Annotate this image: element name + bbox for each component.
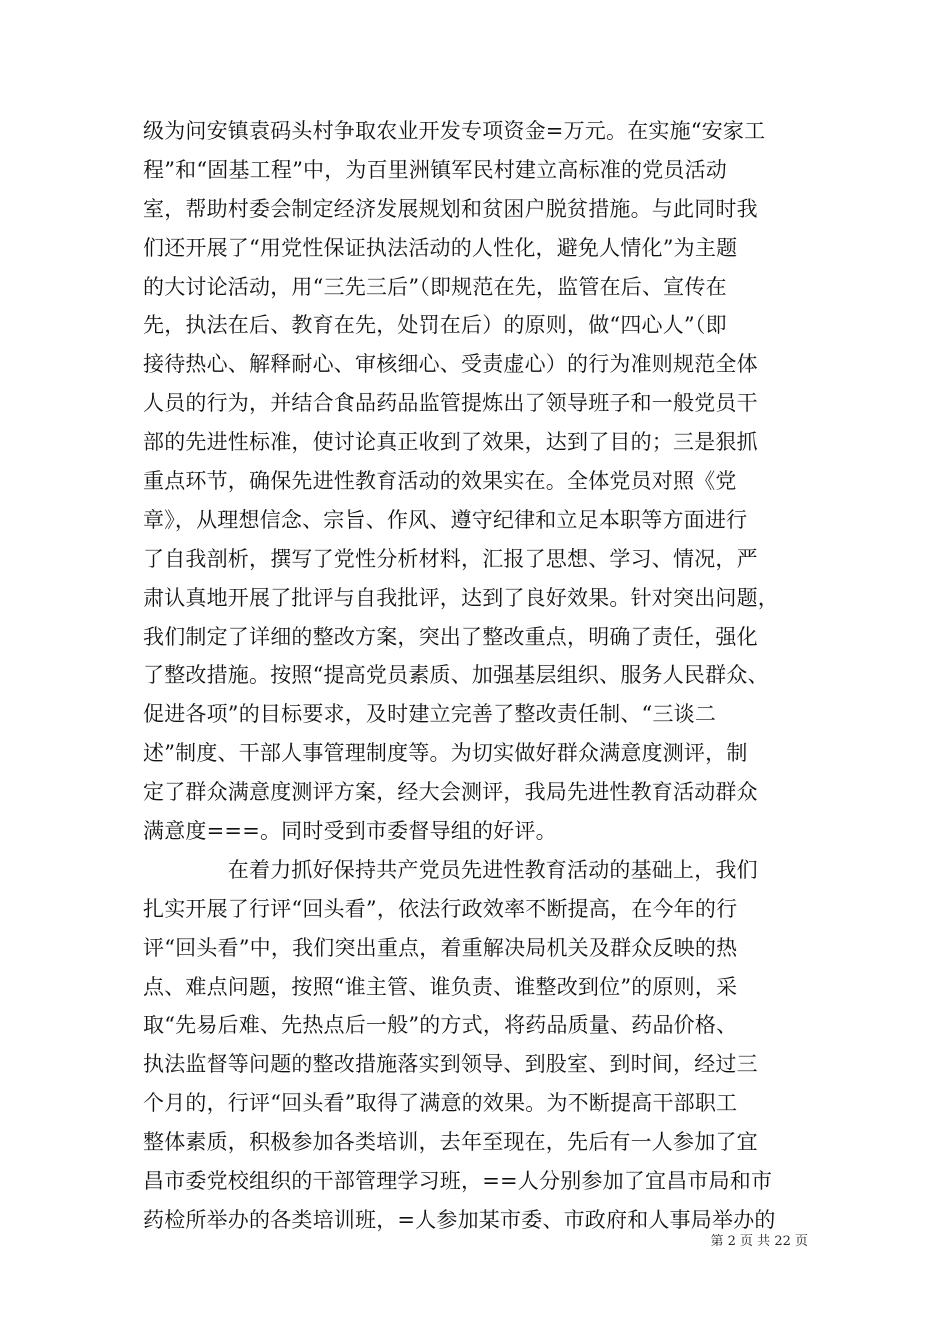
- text-line: 昌市委党校组织的干部管理学习班，==人分别参加了宜昌市局和市: [143, 1169, 773, 1194]
- text-line: 重点环节，确保先进性教育活动的效果实在。全体党员对照《党: [143, 469, 737, 494]
- text-line: 促进各项”的目标要求，及时建立完善了整改责任制、“三谈二: [143, 702, 717, 727]
- text-line: 整体素质，积极参加各类培训，去年至现在，先后有一人参加了宜: [143, 1130, 758, 1155]
- body-text: [143, 112, 808, 1240]
- text-line: 评“回头看”中，我们突出重点，着重解决局机关及群众反映的热: [143, 935, 738, 960]
- text-line: 室，帮助村委会制定经济发展规划和贫困户脱贫措施。与此同时我: [143, 196, 758, 221]
- text-line: 程”和“固基工程”中，为百里洲镇军民村建立高标准的党员活动: [143, 157, 728, 182]
- text-line: 在着力抓好保持共产党员先进性教育活动的基础上，我们: [143, 857, 758, 882]
- text-line: 级为问安镇袁码头村争取农业开发专项资金=万元。在实施“安家工: [143, 119, 766, 143]
- page-number: 第 2 页 共 22 页: [710, 1234, 808, 1249]
- text-line: 了整改措施。按照“提高党员素质、加强基层组织、服务人民群众、: [143, 663, 769, 688]
- text-line: 满意度===。同时受到市委督导组的好评。: [143, 819, 557, 844]
- text-line: 我们制定了详细的整改方案，突出了整改重点，明确了责任，强化: [143, 624, 758, 649]
- text-line: 接待热心、解释耐心、审核细心、受责虚心）的行为准则规范全体: [143, 352, 758, 377]
- text-line: 肃认真地开展了批评与自我批评，达到了良好效果。针对突出问题，: [143, 585, 779, 610]
- text-line: 取“先易后难、先热点后一般”的方式，将药品质量、药品价格、: [143, 1013, 738, 1038]
- text-line: 的大讨论活动，用“三先三后”（即规范在先，监管在后、宣传在: [143, 274, 727, 299]
- text-line: 章》，从理想信念、宗旨、作风、遵守纪律和立足本职等方面进行: [143, 507, 748, 532]
- text-line: 述”制度、干部人事管理制度等。为切实做好群众满意度测评，制: [143, 741, 748, 766]
- text-line: 个月的，行评“回头看”取得了满意的效果。为不断提高干部职工: [143, 1091, 738, 1116]
- text-line: 部的先进性标准，使讨论真正收到了效果，达到了目的；三是狠抓: [143, 430, 758, 455]
- text-line: 定了群众满意度测评方案，经大会测评，我局先进性教育活动群众: [143, 780, 758, 805]
- text-line: 执法监督等问题的整改措施落实到领导、到股室、到时间，经过三: [143, 1052, 758, 1077]
- text-line: 点、难点问题，按照“谁主管、谁负责、谁整改到位”的原则，采: [143, 974, 738, 999]
- text-line: 了自我剖析，撰写了党性分析材料，汇报了思想、学习、情况，严: [143, 546, 758, 571]
- text-line: 们还开展了“用党性保证执法活动的人性化，避免人情化”为主题: [143, 235, 738, 260]
- text-line: 人员的行为，并结合食品药品监管提炼出了领导班子和一般党员干: [143, 391, 758, 416]
- text-line: 先，执法在后、教育在先，处罚在后）的原则，做“四心人”（即: [143, 313, 727, 338]
- text-line: 扎实开展了行评“回头看”，依法行政效率不断提高，在今年的行: [143, 896, 738, 921]
- text-line: 药检所举办的各类培训班，=人参加某市委、市政府和人事局举办的: [143, 1207, 776, 1232]
